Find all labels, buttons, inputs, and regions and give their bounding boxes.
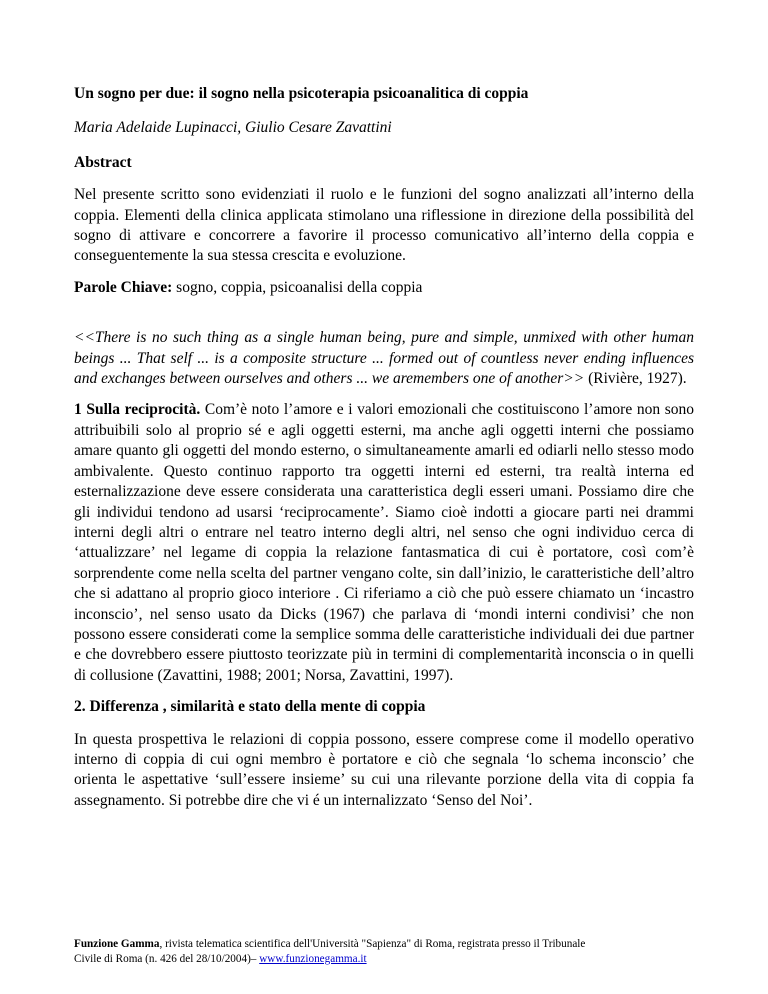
abstract-heading: Abstract	[74, 153, 132, 171]
keywords-text: sogno, coppia, psicoanalisi della coppia	[172, 278, 423, 296]
footer-line-2: Civile di Roma (n. 426 del 28/10/2004)–	[74, 953, 260, 965]
page-footer	[74, 937, 694, 967]
footer-journal-name: Funzione Gamma	[74, 938, 160, 950]
quote-citation: (Rivière, 1927).	[584, 370, 687, 388]
keywords-line	[74, 278, 694, 298]
section-1-paragraph	[74, 400, 694, 686]
abstract-paragraph: Nel presente scritto sono evidenziati il ruolo e le funzioni del sogno analizzati all’interno della coppia. Elementi della clinica applicata stimolano una riflessione in direzione della possibilità del sogno di attivare e concorrere a favorire il processo comunicativo all’interno della coppia e conseguentemente la sua stessa crescita e evoluzione.	[74, 186, 694, 265]
article-body	[74, 84, 694, 822]
section-2-paragraph: In questa prospettiva le relazioni di coppia possono, essere comprese come il modello operativo interno di coppia di cui ogni membro è portatore e ciò che segnala ‘lo schema inconscio’ che orienta le aspettative ‘sull’essere insieme’ su cui una rilevante porzione della vita di coppia fa assegnamento. Si potrebbe dire che vi é un internalizzato ‘Senso del Noi’.	[74, 730, 694, 809]
footer-website-link[interactable]: www.funzionegamma.it	[259, 953, 367, 965]
epigraph-quote	[74, 328, 694, 389]
article-title: Un sogno per due: il sogno nella psicoterapia psicoanalitica di coppia	[74, 85, 529, 102]
article-authors: Maria Adelaide Lupinacci, Giulio Cesare Zavattini	[74, 119, 392, 137]
section-1-heading: 1 Sulla reciprocità.	[74, 401, 201, 419]
keywords-label: Parole Chiave:	[74, 278, 173, 296]
section-2-heading: 2. Differenza , similarità e stato della mente di coppia	[74, 698, 426, 716]
quote-text: <<There is no such thing as a single human being, pure and simple, unmixed with other human beings ... That self ... is a composite structure ... formed out of countless never ending influences and exchanges between ourselves and others ... we aremembers one of another>>	[74, 329, 694, 388]
footer-line-1: , rivista telematica scientifica dell'Università "Sapienza" di Roma, registrata presso il Tribunale	[159, 938, 586, 950]
section-1-text: Com’è noto l’amore e i valori emozionali che costituiscono l’amore non sono attribuibili solo al proprio sé e agli oggetti esterni, ma anche agli oggetti interni che possiamo amare quanto gli oggetti del mondo esterno, o simultaneamente amarli ed odiarli nello stesso modo ambivalente. Questo continuo rapporto tra oggetti interni ed esterni, tra realtà interna ed esternalizzazione deve essere considerata una caratteristica degli esseri umani. Possiamo dire che gli individui tendono ad usarsi ‘reciprocamente’. Siamo cioè indotti a giocare parti nei drammi interni degli altri o entrare nel teatro interno degli altri, nel senso che ogni individuo cerca di ‘attualizzare’ nel legame di coppia la relazione fantasmatica di cui è portatore, così com’è sorprendente come nella scelta del partner vengano colte, sin dall’inizio, le caratteristiche dell’altro che si adattano al proprio gioco interiore . Ci riferiamo a ciò che può essere chiamato un ‘incastro inconscio’, nel senso usato da Dicks (1967) che parlava di ‘mondi interni condivisi’ che non possono essere considerati come la semplice somma delle caratteristiche individuali dei due partner e che dovrebbero essere piuttosto teorizzate più in termini di complementarità inconscia o in quelli di collusione (Zavattini, 1988; 2001; Norsa, Zavattini, 1997).	[74, 401, 694, 684]
